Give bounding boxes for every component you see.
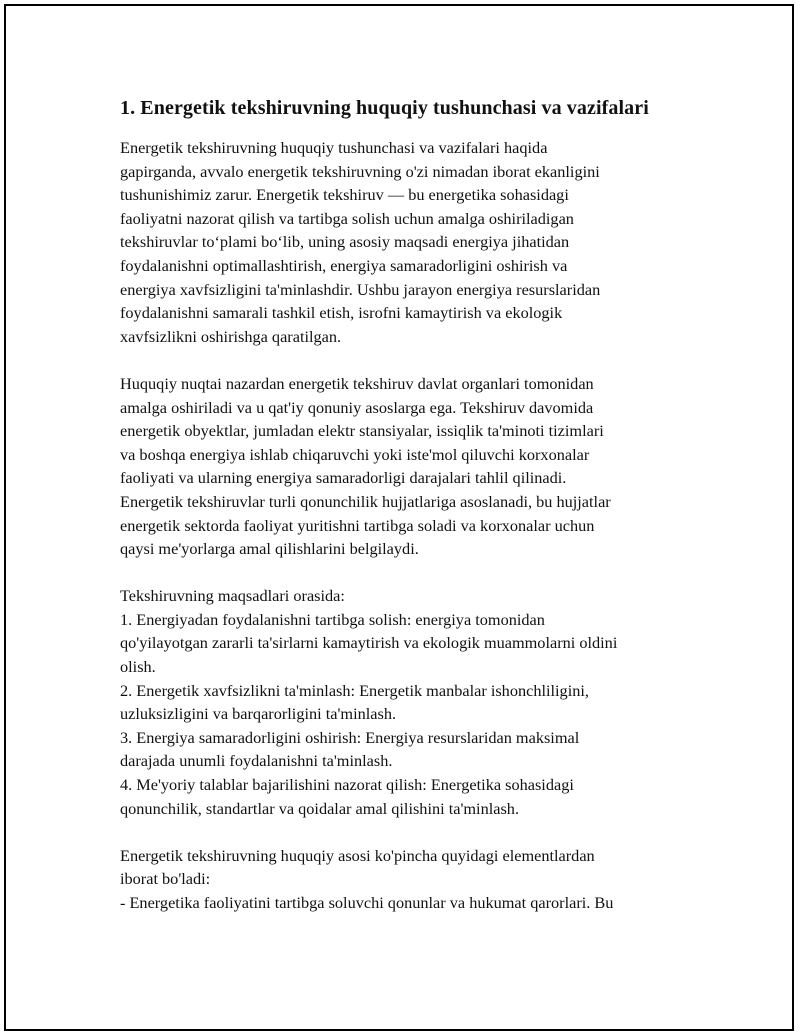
- paragraph-spacer: [120, 820, 686, 844]
- paragraph-1: [120, 136, 686, 348]
- paragraph-spacer: [120, 561, 686, 585]
- list-item-line: darajada unumli foydalanishni ta'minlash.: [120, 751, 393, 771]
- paragraph-line: tekshiruvlar to‘plami bo‘lib, uning asosiy maqsadi energiya jihatidan: [120, 232, 570, 252]
- list-item-line: 4. Me'yoriy talablar bajarilishini nazorat qilish: Energetika sohasidagi: [120, 775, 574, 795]
- paragraph-line: foydalanishni optimallashtirish, energiya samaradorligini oshirish va: [120, 255, 568, 275]
- paragraph-line: Tekshiruvning maqsadlari orasida:: [120, 586, 345, 606]
- paragraph-3: [120, 584, 686, 820]
- paragraph-spacer: [120, 348, 686, 372]
- list-item-line: olish.: [120, 657, 156, 677]
- paragraph-line: gapirganda, avvalo energetik tekshiruvning o'zi nimadan iborat ekanligini: [120, 161, 600, 181]
- paragraph-2: [120, 372, 686, 561]
- paragraph-line: Energetik tekshiruvning huquqiy tushunchasi va vazifalari haqida: [120, 138, 548, 157]
- paragraph-line: va boshqa energiya ishlab chiqaruvchi yoki iste'mol qiluvchi korxonalar: [120, 444, 590, 464]
- list-item-line: qo'yilayotgan zararli ta'sirlarni kamaytirish va ekologik muammolarni oldini: [120, 633, 618, 653]
- paragraph-line: faoliyati va ularning energiya samaradorligi darajalari tahlil qilinadi.: [120, 468, 567, 488]
- paragraph-line: Energetik tekshiruvlar turli qonunchilik hujjatlariga asoslanadi, bu hujjatlar: [120, 491, 611, 511]
- paragraph-line: energiya xavfsizligini ta'minlashdir. Ushbu jarayon energiya resurslaridan: [120, 279, 601, 299]
- list-item-line: 3. Energiya samaradorligini oshirish: Energiya resurslaridan maksimal: [120, 727, 580, 747]
- list-item-line: 2. Energetik xavfsizlikni ta'minlash: Energetik manbalar ishonchliligini,: [120, 680, 589, 700]
- list-item-line: - Energetika faoliyatini tartibga soluvchi qonunlar va hukumat qarorlari. Bu: [120, 893, 614, 912]
- paragraph-4: [120, 844, 686, 915]
- paragraph-line: xavfsizlikni oshirishga qaratilgan.: [120, 326, 342, 346]
- paragraph-line: Energetik tekshiruvning huquqiy asosi ko'pincha quyidagi elementlardan: [120, 845, 595, 865]
- list-item-line: 1. Energiyadan foydalanishni tartibga solish: energiya tomonidan: [120, 609, 545, 629]
- list-item-line: qonunchilik, standartlar va qoidalar amal qilishini ta'minlash.: [120, 798, 520, 818]
- paragraph-line: qaysi me'yorlarga amal qilishlarini belgilaydi.: [120, 539, 419, 559]
- paragraph-line: amalga oshiriladi va u qat'iy qonuniy asoslarga ega. Tekshiruv davomida: [120, 397, 594, 417]
- section-heading: 1. Energetik tekshiruvning huquqiy tushunchasi va vazifalari: [120, 97, 649, 119]
- paragraph-line: foydalanishni samarali tashkil etish, isrofni kamaytirish va ekologik: [120, 303, 563, 323]
- paragraph-line: iborat bo'ladi:: [120, 869, 211, 889]
- paragraph-line: faoliyatni nazorat qilish va tartibga solish uchun amalga oshiriladigan: [120, 208, 574, 228]
- paragraph-line: energetik obyektlar, jumladan elektr stansiyalar, issiqlik ta'minoti tizimlari: [120, 421, 604, 441]
- list-item-line: uzluksizligini va barqarorligini ta'minlash.: [120, 704, 397, 724]
- paragraph-line: Huquqiy nuqtai nazardan energetik tekshiruv davlat organlari tomonidan: [120, 373, 594, 393]
- document-body: [120, 94, 686, 915]
- page-frame: [4, 4, 794, 1031]
- paragraph-line: tushunishimiz zarur. Energetik tekshiruv — bu energetika sohasidagi: [120, 185, 569, 205]
- paragraph-line: energetik sektorda faoliyat yuritishni tartibga soladi va korxonalar uchun: [120, 515, 595, 535]
